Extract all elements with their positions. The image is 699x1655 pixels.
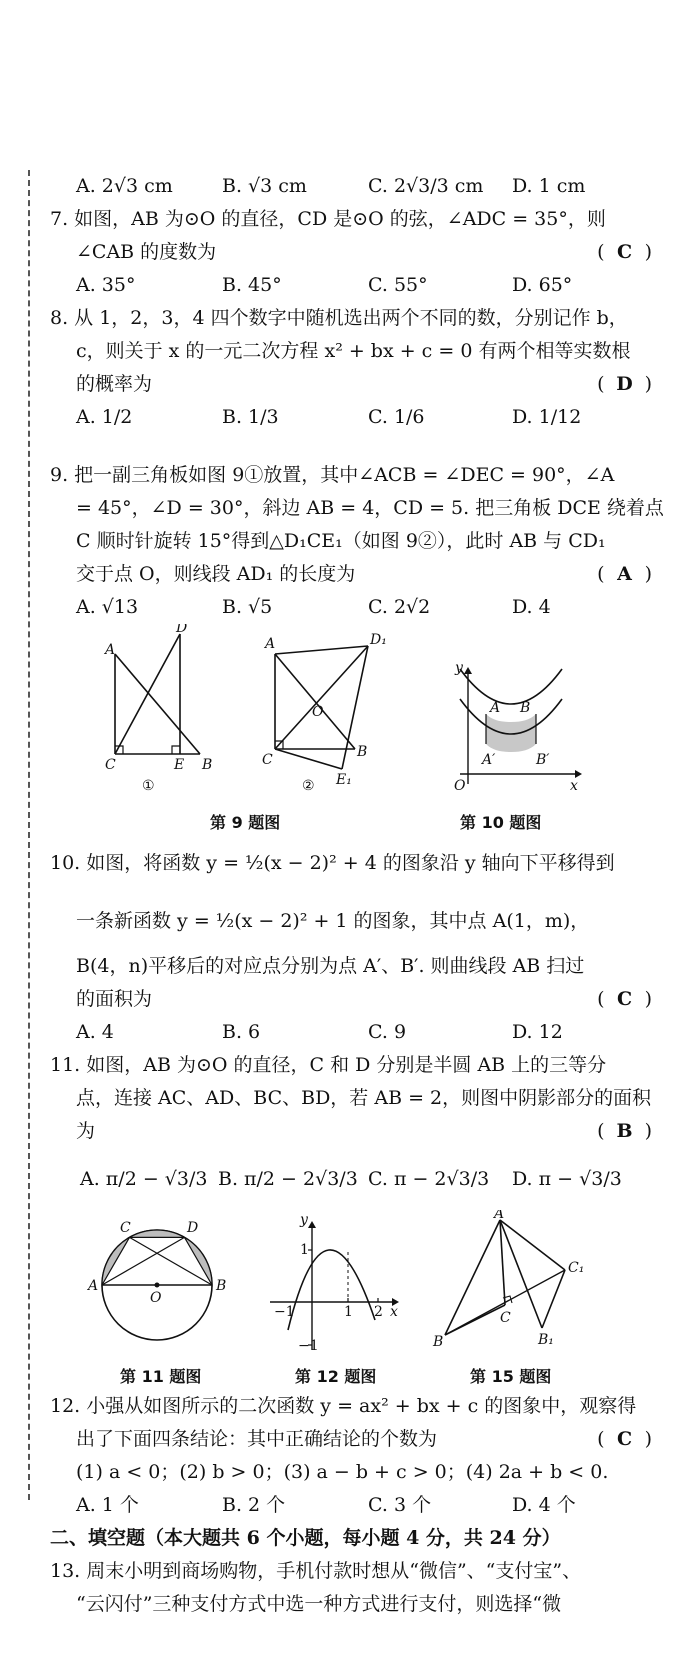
- question-content: [50, 170, 664, 1621]
- q7-stem-line1: 7. 如图，AB 为⊙O 的直径，CD 是⊙O 的弦，∠ADC = 35°，则: [50, 208, 606, 230]
- q7-option-d: D. 65°: [512, 274, 573, 296]
- q9-option-c: C. 2√2: [368, 596, 431, 618]
- q7-stem-text: ∠CAB 的度数为: [76, 241, 217, 263]
- q9-option-d: D. 4: [512, 596, 551, 618]
- q8-option-a: A. 1/2: [76, 406, 133, 428]
- svg-text:B: B: [202, 757, 213, 773]
- q10-option-b: B. 6: [222, 1021, 261, 1043]
- q9-answer: ( A ): [597, 558, 652, 591]
- fig9-caption: 第 9 题图: [210, 813, 281, 832]
- q11-answer: ( B ): [597, 1115, 652, 1148]
- fig9-2-diagram: [262, 632, 387, 794]
- q9-stem-text: 交于点 O，则线段 AD₁ 的长度为: [76, 563, 356, 585]
- svg-text:C₁: C₁: [568, 1260, 585, 1276]
- q8-stem-line3: [50, 368, 660, 401]
- svg-text:A: A: [105, 642, 116, 658]
- q9-stem-line2: = 45°，∠D = 30°，斜边 AB = 4，CD = 5. 把三角板 DCE 绕着点: [76, 497, 664, 519]
- svg-text:B₁: B₁: [538, 1332, 554, 1348]
- binding-dashed-line: [28, 170, 30, 1500]
- q7-option-c: C. 55°: [368, 274, 428, 296]
- q8-answer-letter: D: [616, 373, 633, 395]
- q10-stem-line2: [50, 892, 660, 950]
- q6-options: [50, 170, 660, 203]
- q7-option-b: B. 45°: [222, 274, 282, 296]
- q12-stem-text-2: 出了下面四条结论：其中正确结论的个数为: [76, 1428, 438, 1450]
- svg-text:O: O: [454, 778, 466, 794]
- q8-option-c: C. 1/6: [368, 406, 425, 428]
- q12-options: [50, 1489, 660, 1522]
- q6-option-a: A. 2√3 cm: [76, 175, 173, 197]
- q7-option-a: A. 35°: [76, 274, 136, 296]
- q6-option-c: C. 2√3/3 cm: [368, 175, 484, 197]
- q10-stem-line3: B(4，n)平移后的对应点分别为点 A′、B′. 则曲线段 AB 扫过: [76, 955, 585, 977]
- q13-stem-line2: “云闪付”三种支付方式中选一种方式进行支付，则选择“微: [76, 1593, 562, 1615]
- q10-options: [50, 1016, 660, 1049]
- q11-answer-letter: B: [616, 1120, 633, 1142]
- fig9-2-label: ②: [302, 778, 315, 794]
- q8-options: [50, 401, 660, 459]
- svg-text:A: A: [494, 1210, 505, 1222]
- fig15-caption: 第 15 题图: [470, 1367, 552, 1386]
- q11-options: [50, 1148, 660, 1210]
- q10-option-c: C. 9: [368, 1021, 407, 1043]
- svg-text:y: y: [300, 1212, 308, 1228]
- q9-option-b: B. √5: [222, 596, 273, 618]
- svg-text:2: 2: [374, 1304, 383, 1320]
- q10-option-d: D. 12: [512, 1021, 563, 1043]
- q10-stem-line1: [50, 834, 660, 892]
- svg-text:B: B: [357, 744, 368, 760]
- q10-option-a: A. 4: [76, 1021, 114, 1043]
- fig9-1-diagram: [103, 624, 212, 794]
- svg-text:D₁: D₁: [370, 632, 387, 648]
- q11-stem-text-3: 为: [76, 1120, 96, 1142]
- q8-stem-line2: c，则关于 x 的一元二次方程 x² + bx + c = 0 有两个相等实数根: [76, 340, 631, 362]
- q7-answer-letter: C: [616, 241, 633, 263]
- q8-answer: ( D ): [597, 368, 652, 401]
- q9-options: [50, 591, 660, 624]
- fig12-graph: [270, 1212, 399, 1354]
- q8-option-b: B. 1/3: [222, 406, 279, 428]
- fig11-diagram: [86, 1220, 226, 1340]
- svg-text:C: C: [120, 1220, 131, 1236]
- q10-stem-line4: [50, 983, 660, 1016]
- q6-option-b: B. √3 cm: [222, 175, 307, 197]
- svg-text:O: O: [150, 1290, 162, 1306]
- q9-stem-line4: [50, 558, 660, 591]
- svg-text:E₁: E₁: [336, 772, 352, 788]
- fig12-caption: 第 12 题图: [295, 1367, 377, 1386]
- q12-option-b: B. 2 个: [222, 1494, 286, 1516]
- q10-answer: ( C ): [597, 983, 652, 1016]
- svg-text:x: x: [570, 778, 578, 794]
- fig10-graph: [454, 660, 582, 794]
- fig15-diagram: [432, 1210, 584, 1350]
- q8-option-d: D. 1/12: [512, 406, 582, 428]
- svg-text:B: B: [433, 1334, 444, 1350]
- fig11-caption: 第 11 题图: [120, 1367, 202, 1386]
- fig10-caption: 第 10 题图: [460, 813, 542, 832]
- svg-text:−1: −1: [274, 1304, 295, 1320]
- svg-text:1: 1: [344, 1304, 353, 1320]
- fig9-1-label: ①: [142, 778, 155, 794]
- q10-stem-text-4: 的面积为: [76, 988, 153, 1010]
- svg-text:A: A: [88, 1278, 99, 1294]
- q6-option-d: D. 1 cm: [512, 175, 586, 197]
- q7-answer: ( C ): [597, 236, 652, 269]
- q8-stem-text: 的概率为: [76, 373, 153, 395]
- q11-option-d: D. π − √3/3: [512, 1168, 622, 1190]
- svg-text:y: y: [455, 660, 463, 676]
- svg-text:C: C: [262, 752, 273, 768]
- q9-stem-line3: C 顺时针旋转 15°得到△D₁CE₁（如图 9②），此时 AB 与 CD₁: [76, 530, 606, 552]
- q12-answer-letter: C: [616, 1428, 633, 1450]
- svg-text:E: E: [174, 757, 185, 773]
- section-2-heading: 二、填空题（本大题共 6 个小题，每小题 4 分，共 24 分）: [50, 1527, 561, 1549]
- svg-text:B′: B′: [536, 752, 550, 768]
- q9-option-a: A. √13: [76, 596, 139, 618]
- svg-text:1: 1: [300, 1242, 309, 1258]
- q10-stem-text-2: 一条新函数 y = ½(x − 2)² + 1 的图象，其中点 A(1，m)，: [76, 910, 590, 932]
- q11-option-a: A. π/2 − √3/3: [80, 1168, 208, 1190]
- q7-options: [50, 269, 660, 302]
- q9-answer-letter: A: [617, 563, 632, 585]
- svg-text:A′: A′: [482, 752, 496, 768]
- svg-text:A: A: [265, 636, 276, 652]
- q12-answer: ( C ): [597, 1423, 652, 1456]
- q12-option-c: C. 3 个: [368, 1494, 432, 1516]
- svg-text:A: A: [490, 700, 501, 716]
- q12-conclusions: (1) a < 0；(2) b > 0；(3) a − b + c > 0；(4) 2a + b < 0.: [76, 1461, 609, 1483]
- q9-stem-line1: 9. 把一副三角板如图 9①放置，其中∠ACB = ∠DEC = 90°，∠A: [50, 464, 615, 486]
- q12-stem-line2: [50, 1423, 660, 1456]
- svg-text:D: D: [187, 1220, 199, 1236]
- q11-option-b: B. π/2 − 2√3/3: [218, 1168, 358, 1190]
- q13-stem-line1: 13. 周末小明到商场购物，手机付款时想从“微信”、“支付宝”、: [50, 1560, 582, 1582]
- q10-answer-letter: C: [616, 988, 633, 1010]
- q11-stem-line1: 11. 如图，AB 为⊙O 的直径，C 和 D 分别是半圆 AB 上的三等分: [50, 1054, 607, 1076]
- svg-text:O: O: [312, 704, 324, 720]
- q12-option-a: A. 1 个: [76, 1494, 139, 1516]
- q10-stem-text: 10. 如图，将函数 y = ½(x − 2)² + 4 的图象沿 y 轴向下平移得到: [50, 852, 615, 874]
- figures-9-10-svg: [50, 624, 660, 834]
- svg-text:C: C: [105, 757, 116, 773]
- figures-11-12-15: [50, 1210, 660, 1390]
- q11-option-c: C. π − 2√3/3: [368, 1168, 490, 1190]
- svg-text:x: x: [390, 1304, 398, 1320]
- q12-stem-line1: 12. 小强从如图所示的二次函数 y = ax² + bx + c 的图象中，观察得: [50, 1395, 637, 1417]
- q11-stem-line3: [50, 1115, 660, 1148]
- q12-option-d: D. 4 个: [512, 1494, 576, 1516]
- svg-text:−1: −1: [298, 1338, 319, 1354]
- q8-stem-line1: 8. 从 1，2，3，4 四个数字中随机选出两个不同的数，分别记作 b，: [50, 307, 628, 329]
- q11-stem-line2: 点，连接 AC、AD、BC、BD，若 AB = 2，则图中阴影部分的面积: [76, 1087, 652, 1109]
- svg-text:C: C: [500, 1310, 511, 1326]
- svg-text:D: D: [176, 624, 188, 636]
- q7-stem-line2: [50, 236, 660, 269]
- svg-text:B: B: [216, 1278, 227, 1294]
- svg-text:B: B: [520, 700, 531, 716]
- figures-9-10: [50, 624, 660, 834]
